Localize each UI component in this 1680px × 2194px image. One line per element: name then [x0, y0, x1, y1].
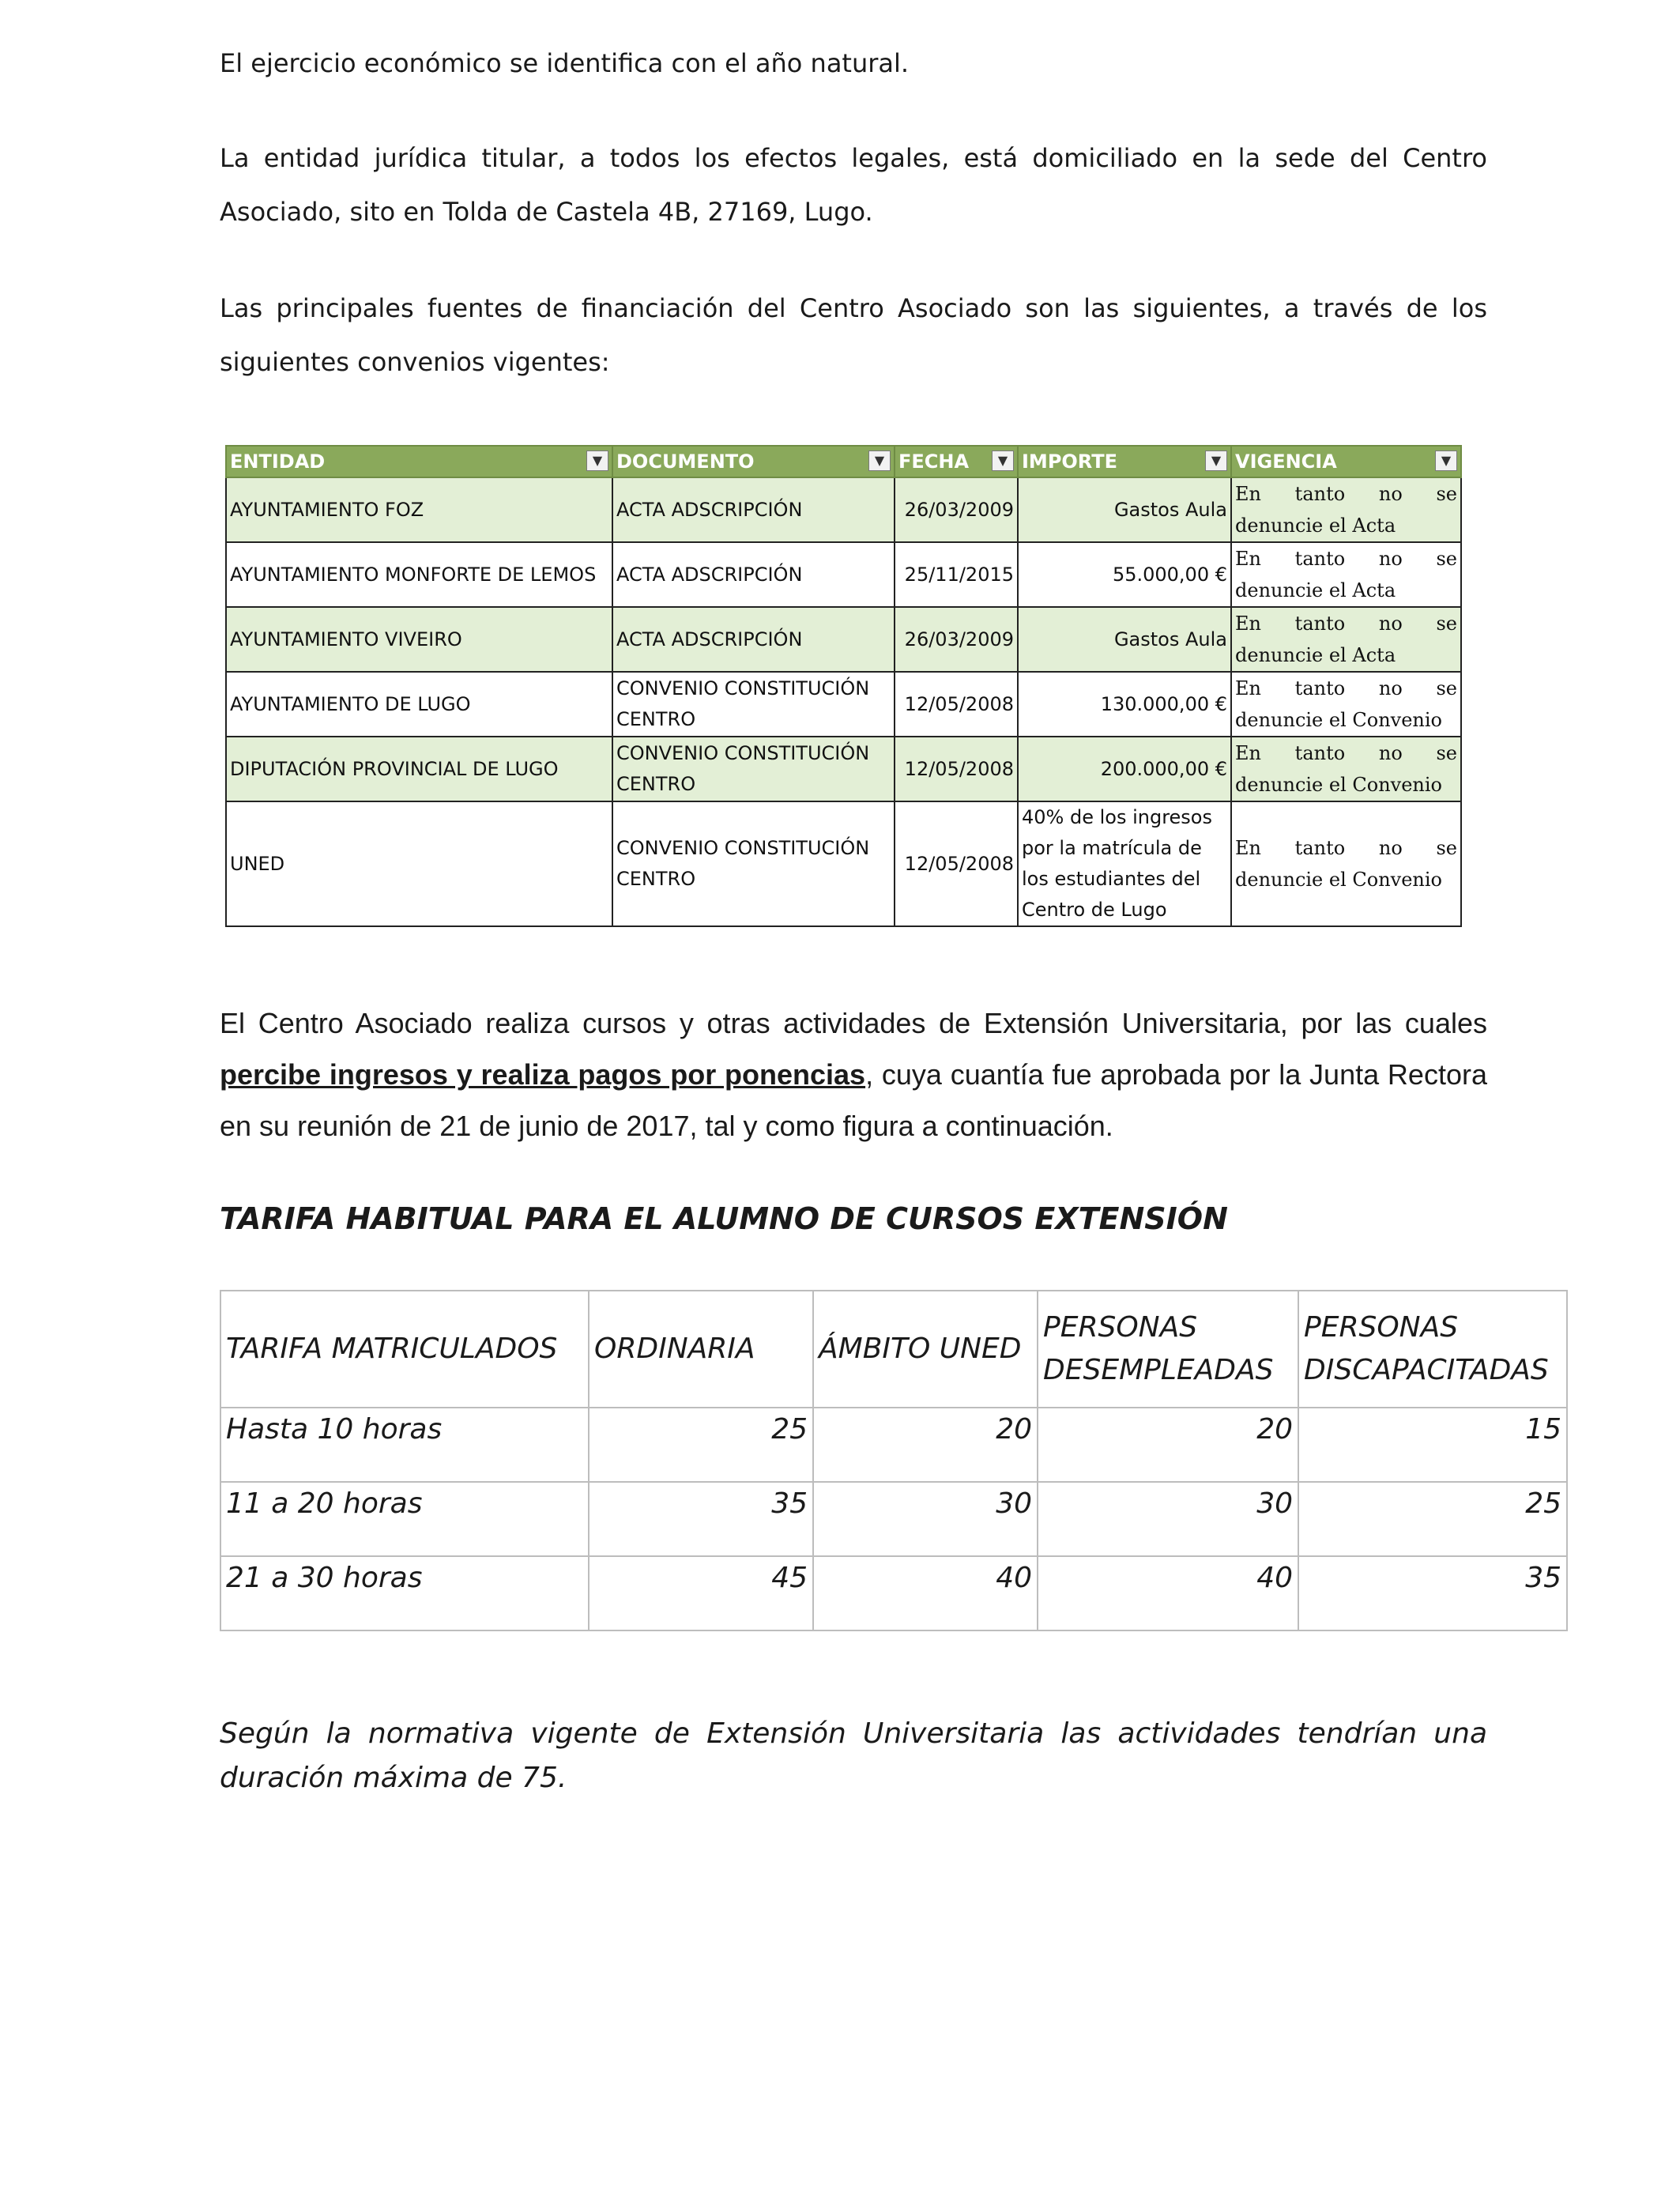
cell-vigencia: En tanto no se denuncie el Convenio — [1231, 737, 1461, 801]
cell-label: 11 a 20 horas — [220, 1482, 589, 1556]
cell-importe: Gastos Aula — [1018, 607, 1231, 672]
header-fecha[interactable]: FECHA ▼ — [895, 446, 1018, 477]
tarifa-title: TARIFA HABITUAL PARA EL ALUMNO DE CURSOS EXTENSIÓN — [220, 1201, 1228, 1236]
financing-table — [225, 445, 1462, 927]
cell-vigencia: En tanto no se denuncie el Acta — [1231, 607, 1461, 672]
cell-ambito: 30 — [813, 1482, 1038, 1556]
header-personas-desempleadas: PERSONAS DESEMPLEADAS — [1038, 1291, 1298, 1408]
table-row — [220, 1556, 1567, 1630]
header-ambito-uned: ÁMBITO UNED — [813, 1291, 1038, 1408]
dropdown-filter-icon[interactable]: ▼ — [868, 450, 891, 471]
table-row — [220, 1408, 1567, 1482]
cell-documento: CONVENIO CONSTITUCIÓN CENTRO — [612, 672, 895, 737]
cell-desempleadas: 40 — [1038, 1556, 1298, 1630]
cell-fecha: 26/03/2009 — [895, 607, 1018, 672]
cell-ambito: 20 — [813, 1408, 1038, 1482]
header-entidad[interactable]: ENTIDAD ▼ — [226, 446, 612, 477]
table-row — [226, 672, 1461, 737]
header-vigencia[interactable]: VIGENCIA ▼ — [1231, 446, 1461, 477]
paragraph-extension-activities: El Centro Asociado realiza cursos y otras actividades de Extensión Universitaria, por las cuales percibe ingresos y realiza pagos por ponencias, cuya cuantía fue aprobada por la Junta Rectora en su reunión de 21 de junio de 2017, tal y como figura a continuación. — [220, 1007, 1487, 1142]
paragraph-financing-sources: Las principales fuentes de financiación del Centro Asociado son las siguientes, a través de los siguientes convenios vigentes: — [220, 293, 1487, 377]
dropdown-filter-icon[interactable]: ▼ — [586, 450, 608, 471]
cell-entidad: UNED — [226, 801, 612, 926]
cell-ordinaria: 35 — [589, 1482, 813, 1556]
dropdown-filter-icon[interactable]: ▼ — [1435, 450, 1457, 471]
cell-fecha: 12/05/2008 — [895, 737, 1018, 801]
cell-entidad: AYUNTAMIENTO FOZ — [226, 477, 612, 542]
table-row — [226, 607, 1461, 672]
header-importe[interactable]: IMPORTE ▼ — [1018, 446, 1231, 477]
cell-vigencia: En tanto no se denuncie el Convenio — [1231, 801, 1461, 926]
cell-vigencia: En tanto no se denuncie el Convenio — [1231, 672, 1461, 737]
cell-entidad: AYUNTAMIENTO DE LUGO — [226, 672, 612, 737]
header-personas-discapacitadas: PERSONAS DISCAPACITADAS — [1298, 1291, 1567, 1408]
table-row — [226, 801, 1461, 926]
financing-header-row — [226, 446, 1461, 477]
cell-importe: 40% de los ingresos por la matrícula de los estudiantes del Centro de Lugo — [1018, 801, 1231, 926]
cell-discapacitadas: 25 — [1298, 1482, 1567, 1556]
dropdown-filter-icon[interactable]: ▼ — [1205, 450, 1227, 471]
tarifa-header-row — [220, 1291, 1567, 1408]
cell-desempleadas: 30 — [1038, 1482, 1298, 1556]
cell-label: Hasta 10 horas — [220, 1408, 589, 1482]
paragraph-fiscal-year: El ejercicio económico se identifica con el año natural. — [220, 48, 910, 78]
cell-importe: 55.000,00 € — [1018, 542, 1231, 607]
table-row — [226, 737, 1461, 801]
cell-vigencia: En tanto no se denuncie el Acta — [1231, 477, 1461, 542]
cell-entidad: AYUNTAMIENTO VIVEIRO — [226, 607, 612, 672]
cell-label: 21 a 30 horas — [220, 1556, 589, 1630]
cell-discapacitadas: 15 — [1298, 1408, 1567, 1482]
cell-documento: CONVENIO CONSTITUCIÓN CENTRO — [612, 801, 895, 926]
cell-fecha: 12/05/2008 — [895, 672, 1018, 737]
cell-desempleadas: 20 — [1038, 1408, 1298, 1482]
cell-ambito: 40 — [813, 1556, 1038, 1630]
header-documento[interactable]: DOCUMENTO ▼ — [612, 446, 895, 477]
table-row — [226, 477, 1461, 542]
table-row — [226, 542, 1461, 607]
cell-documento: ACTA ADSCRIPCIÓN — [612, 477, 895, 542]
dropdown-filter-icon[interactable]: ▼ — [992, 450, 1014, 471]
cell-documento: ACTA ADSCRIPCIÓN — [612, 607, 895, 672]
cell-importe: 200.000,00 € — [1018, 737, 1231, 801]
cell-entidad: DIPUTACIÓN PROVINCIAL DE LUGO — [226, 737, 612, 801]
table-row — [220, 1482, 1567, 1556]
paragraph-max-duration: Según la normativa vigente de Extensión Universitaria las actividades tendrían una duración máxima de 75. — [220, 1717, 1487, 1794]
cell-ordinaria: 25 — [589, 1408, 813, 1482]
cell-fecha: 25/11/2015 — [895, 542, 1018, 607]
cell-importe: 130.000,00 € — [1018, 672, 1231, 737]
underlined-emphasis: percibe ingresos y realiza pagos por ponencias — [220, 1058, 866, 1091]
cell-importe: Gastos Aula — [1018, 477, 1231, 542]
cell-documento: ACTA ADSCRIPCIÓN — [612, 542, 895, 607]
paragraph-domicile: La entidad jurídica titular, a todos los efectos legales, está domiciliado en la sede del Centro Asociado, sito en Tolda de Castela 4B, 27169, Lugo. — [220, 143, 1487, 227]
cell-documento: CONVENIO CONSTITUCIÓN CENTRO — [612, 737, 895, 801]
cell-ordinaria: 45 — [589, 1556, 813, 1630]
cell-entidad: AYUNTAMIENTO MONFORTE DE LEMOS — [226, 542, 612, 607]
tarifa-table — [220, 1290, 1568, 1631]
cell-fecha: 12/05/2008 — [895, 801, 1018, 926]
header-tarifa-matriculados: TARIFA MATRICULADOS — [220, 1291, 589, 1408]
cell-discapacitadas: 35 — [1298, 1556, 1567, 1630]
cell-fecha: 26/03/2009 — [895, 477, 1018, 542]
header-ordinaria: ORDINARIA — [589, 1291, 813, 1408]
cell-vigencia: En tanto no se denuncie el Acta — [1231, 542, 1461, 607]
